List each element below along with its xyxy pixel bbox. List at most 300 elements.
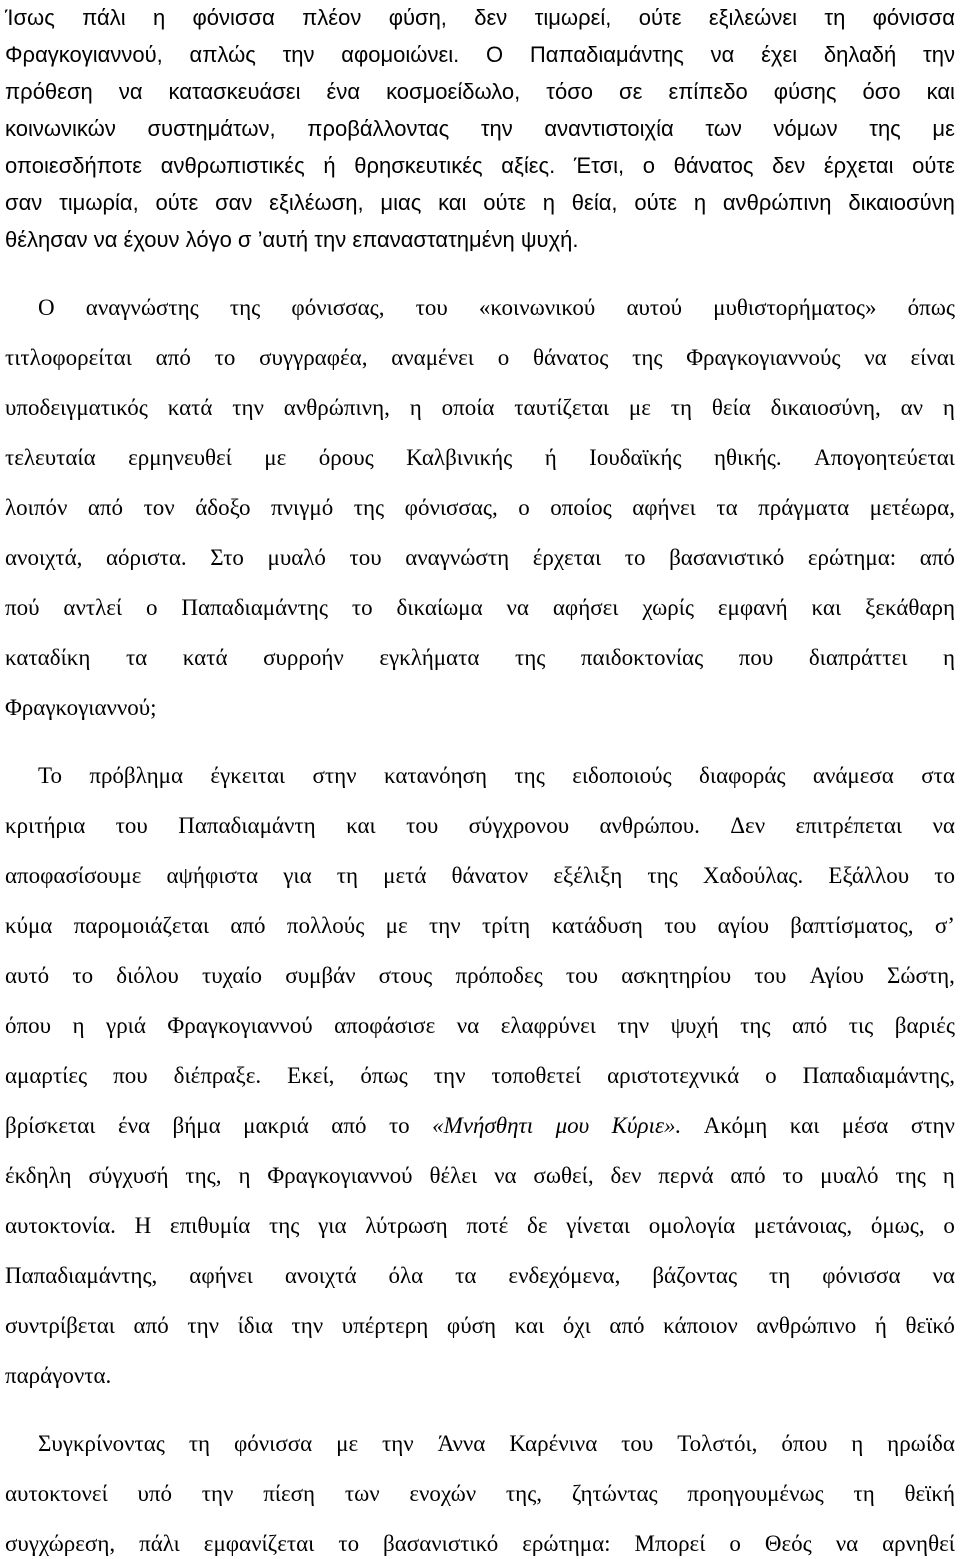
word: ένα [117, 1113, 151, 1138]
word: γριά [106, 1013, 146, 1038]
word: αφήνει [632, 495, 696, 520]
word: ανθρώπου. [599, 813, 700, 838]
word: φόνισσα [192, 5, 275, 30]
word: μέσα [841, 1113, 889, 1138]
word: τιμωρία, [59, 190, 139, 215]
word: εγκλήματα [379, 645, 480, 670]
word: τελευταία [5, 445, 96, 470]
word: Έτσι, [573, 153, 625, 178]
text-line [5, 490, 955, 526]
word: προβάλλοντας [307, 116, 450, 141]
word: η [72, 1013, 85, 1038]
word: έχει [761, 42, 798, 67]
word: από [792, 1013, 828, 1038]
word: πρόβλημα [89, 763, 183, 788]
word: Απογοητεύεται [814, 445, 955, 470]
word: ερώτημα: [522, 1531, 611, 1556]
word: πάλι [139, 1531, 180, 1556]
word: πίεση [263, 1481, 316, 1506]
word: σύγχυσή [88, 1163, 169, 1188]
word: σύγχρονου [468, 813, 570, 838]
word: της [229, 295, 261, 320]
text-line [5, 0, 955, 36]
word: υποδειγματικός [5, 395, 148, 420]
word: Σώστη, [886, 963, 955, 988]
word: περνά [658, 1163, 714, 1188]
text-line [5, 390, 955, 426]
word: των [705, 116, 742, 141]
word: Φραγκογιαννού [267, 1163, 413, 1188]
line-text: Φραγκογιαννού; [5, 695, 157, 720]
word: της [740, 1013, 771, 1038]
line-text: παράγοντα. [5, 1363, 112, 1388]
word: το [72, 963, 94, 988]
word: η [693, 190, 707, 215]
word: τυχαίο [201, 963, 263, 988]
word: αψήφιστα [166, 863, 259, 888]
word: τιμωρεί, [534, 5, 612, 30]
word: της [269, 1213, 300, 1238]
word: κατάδυση [551, 913, 643, 938]
word: υπό [137, 1481, 173, 1506]
word: αυτοκτονεί [5, 1481, 108, 1506]
text-line [5, 908, 955, 944]
word: του [664, 913, 697, 938]
word: όμως, [870, 1213, 925, 1238]
line-text: θέλησαν να έχουν λόγο σ ’αυτή την επαναστατημένη ψυχή. [5, 227, 579, 252]
word: συμβάν [285, 963, 356, 988]
word: ένα [326, 79, 361, 104]
text-line [38, 290, 955, 326]
word: από [730, 1163, 766, 1188]
word: γίνεται [566, 1213, 631, 1238]
word: φύσης [773, 79, 837, 104]
word: αποφάσισε [334, 1013, 436, 1038]
word: πρόποδες [455, 963, 543, 988]
word: η [851, 1431, 864, 1456]
word: Παπαδιαμάντη [178, 813, 316, 838]
word: αυτό [5, 963, 50, 988]
word: αρνηθεί [882, 1531, 955, 1556]
word: Εξάλλου [828, 863, 910, 888]
word: όπου [5, 1013, 51, 1038]
text-line [5, 1308, 955, 1344]
word: με [628, 395, 651, 420]
word: ασκητηρίου [621, 963, 732, 988]
word: για [283, 863, 312, 888]
word: απλώς [189, 42, 256, 67]
word: δε [527, 1213, 548, 1238]
word: θάνατος [532, 345, 609, 370]
word: δικαίωμα [396, 595, 483, 620]
word: είναι [910, 345, 955, 370]
word: εμφανή [717, 595, 788, 620]
word: ο [765, 1063, 777, 1088]
word: και [346, 813, 376, 838]
word: από [155, 345, 191, 370]
word: και [811, 595, 842, 620]
word: οποιεσδήποτε [5, 153, 143, 178]
word: συγχώρεση, [5, 1531, 116, 1556]
word: στην [312, 763, 357, 788]
word: ο [729, 1531, 741, 1556]
word: ο [642, 153, 655, 178]
word: ο [943, 1213, 955, 1238]
word: Ο [486, 42, 504, 67]
word: έρχεται [532, 545, 602, 570]
word: Καλβινικής [406, 445, 513, 470]
word: συρροήν [263, 645, 344, 670]
word: όλα [388, 1263, 424, 1288]
word: Τολστόι, [677, 1431, 758, 1456]
word: ανοιχτά [284, 1263, 357, 1288]
text-line [5, 1108, 955, 1144]
word: το [351, 595, 373, 620]
word: εξιλέωση, [269, 190, 364, 215]
word: άδοξο [195, 495, 251, 520]
word: τη [336, 863, 359, 888]
word: ενδεχόμενα, [508, 1263, 621, 1288]
text-line [5, 1208, 955, 1244]
word: Δεν [730, 813, 766, 838]
word: Ίσως [5, 5, 55, 30]
word: συγγραφέα, [259, 345, 368, 370]
word: αριστοτεχνικά [607, 1063, 740, 1088]
text-line [5, 111, 955, 147]
word: τη [824, 5, 846, 30]
word: λύτρωση [365, 1213, 448, 1238]
word: βάζοντας [652, 1263, 738, 1288]
word: για [318, 1213, 347, 1238]
text-line [5, 74, 955, 110]
word: Παπαδιαμάντης, [5, 1263, 158, 1288]
word: και [514, 1313, 545, 1338]
word: τη [670, 395, 693, 420]
word: κατά [182, 645, 228, 670]
word: δικαιοσύνη [848, 190, 955, 215]
text-line [5, 858, 955, 894]
word: αφήνει [189, 1263, 253, 1288]
word: κατανόηση [383, 763, 488, 788]
word: Παπαδιαμάντης [181, 595, 328, 620]
word: Παπαδιαμάντης, [802, 1063, 955, 1088]
word: όσο [862, 79, 901, 104]
text-line [5, 37, 955, 73]
word: του [754, 963, 787, 988]
word: της [353, 495, 385, 520]
word: βρίσκεται [5, 1113, 96, 1138]
word: η [942, 645, 955, 670]
word: του [349, 545, 382, 570]
word: κάποιον [663, 1313, 738, 1338]
word: να [932, 1263, 955, 1288]
word: Η [134, 1213, 152, 1238]
word: Στο [210, 545, 244, 570]
word: το [782, 1163, 804, 1188]
word: τις [848, 1013, 874, 1038]
word: την [201, 1481, 234, 1506]
word: αποφασίσουμε [5, 863, 142, 888]
word: ανθρώπινο [756, 1313, 857, 1338]
word: χωρίς [642, 595, 694, 620]
word: την [617, 1013, 650, 1038]
word: η [152, 5, 166, 30]
word: τρίτη [481, 913, 531, 938]
word: όπως [360, 1063, 408, 1088]
word: ηθικής. [713, 445, 782, 470]
word: «κοινωνικού [478, 295, 596, 320]
word: από [919, 545, 955, 570]
word: μετέωρα, [869, 495, 955, 520]
word: αμαρτίες [5, 1063, 88, 1088]
text-line [5, 1526, 955, 1559]
word: πλέον [302, 5, 362, 30]
word: πρόθεση [5, 79, 93, 104]
word: αναγνώστη [405, 545, 510, 570]
word: ταυτίζεται [514, 395, 610, 420]
word: να [932, 813, 955, 838]
word: του [406, 813, 439, 838]
word: της [514, 645, 546, 670]
word: Άννα [437, 1431, 486, 1456]
word: Αγίου [809, 963, 864, 988]
word: Φραγκογιαννούς [686, 345, 841, 370]
word: μετά [383, 863, 427, 888]
word: ο [497, 345, 510, 370]
word: το [214, 345, 236, 370]
word: όρους [318, 445, 374, 470]
word: της, [185, 1163, 222, 1188]
word: στα [921, 763, 955, 788]
word: βαπτίσματος, [790, 913, 914, 938]
word: δεν [772, 153, 806, 178]
word: και [438, 190, 467, 215]
word: με [264, 445, 287, 470]
word: διαπράττει [808, 645, 908, 670]
word: σαν [215, 190, 253, 215]
word: η [542, 190, 555, 215]
word: την [382, 1431, 414, 1456]
word: την [428, 913, 461, 938]
word: ή [874, 1313, 887, 1338]
word: στους [378, 963, 433, 988]
word: από [609, 1313, 645, 1338]
word: τιτλοφορείται [5, 345, 132, 370]
word: θέλει [429, 1163, 478, 1188]
word: και [789, 1113, 820, 1138]
word: επιθυμία [169, 1213, 251, 1238]
word: την [187, 1313, 219, 1338]
word: αναμένει [391, 345, 474, 370]
word: ούτε [638, 5, 682, 30]
word: σωθεί, [533, 1163, 594, 1188]
word: της [895, 1163, 926, 1188]
word: Ιουδαϊκής [589, 445, 682, 470]
word: εξιλεώνει [708, 5, 798, 30]
word: φόνισσα [872, 5, 955, 30]
text-line [5, 1058, 955, 1094]
word: που [738, 645, 774, 670]
word: την [291, 1313, 324, 1338]
word: διαφοράς [699, 763, 786, 788]
word: παρομοιάζεται [73, 913, 210, 938]
word: προηγουμένως [687, 1481, 824, 1506]
word: αξίες. [501, 153, 556, 178]
word: την [480, 116, 513, 141]
word: της [647, 863, 678, 888]
text-line [5, 1358, 955, 1394]
word: Χαδούλας. [702, 863, 804, 888]
word: επιτρέπεται [795, 813, 903, 838]
word: ανθρωπιστικές [160, 153, 305, 178]
word: να [710, 42, 735, 67]
word: λοιπόν [5, 495, 68, 520]
word: θάνατον [451, 863, 529, 888]
word: ζητώντας [571, 1481, 658, 1506]
word: κύμα [5, 913, 53, 938]
word: ελαφρύνει [500, 1013, 596, 1038]
word: θεία [711, 395, 751, 420]
word: το [624, 545, 646, 570]
word: Ο [38, 295, 55, 320]
word: πολλούς [286, 913, 365, 938]
word: φύση, [388, 5, 447, 30]
word: της, [505, 1481, 543, 1506]
word: κοινωνικών [5, 116, 116, 141]
word: ψυχή [670, 1013, 719, 1038]
word: ανοιχτά, [5, 545, 83, 570]
word: δηλαδή [823, 42, 897, 67]
word: της [632, 345, 663, 370]
word: όχι [562, 1313, 591, 1338]
word: ξεκάθαρη [865, 595, 955, 620]
word: όπως [907, 295, 955, 320]
word: ούτε [155, 190, 199, 215]
word: ανάμεσα [812, 763, 894, 788]
word: με [385, 913, 408, 938]
word: Παπαδιαμάντης [529, 42, 684, 67]
word: Καρένινα [509, 1431, 598, 1456]
word: πού [5, 595, 40, 620]
word: θεία, [571, 190, 618, 215]
word: ή [544, 445, 557, 470]
word: Εκεί, [287, 1063, 335, 1088]
word: και [926, 79, 955, 104]
word: Το [38, 763, 62, 788]
word: μυαλό [267, 545, 326, 570]
word: ανθρώπινη, [283, 395, 390, 420]
text-line [5, 340, 955, 376]
word: από [87, 495, 124, 520]
word: αν [900, 395, 924, 420]
word: ερώτημα: [807, 545, 897, 570]
text-line [5, 1476, 955, 1512]
word: δεν [610, 1163, 642, 1188]
text-line [5, 222, 955, 258]
word: στην [910, 1113, 955, 1138]
word: τα [455, 1263, 477, 1288]
word: του [565, 963, 599, 988]
word: φόνισσας, [404, 495, 498, 520]
word: ποτέ [466, 1213, 509, 1238]
word: φύση [446, 1313, 497, 1338]
text-line [38, 758, 955, 794]
word: οποία [441, 395, 495, 420]
word: τη [188, 1431, 211, 1456]
word: τοποθετεί [491, 1063, 582, 1088]
word: κατά [167, 395, 213, 420]
word: αυτού [626, 295, 683, 320]
word: επίπεδο [668, 79, 748, 104]
word: Ακόμη [703, 1113, 768, 1138]
word: πνιγμό [271, 495, 334, 520]
word: να [506, 595, 529, 620]
word: ομολογία [648, 1213, 736, 1238]
word: σ’ [934, 913, 955, 938]
word: θάνατος [673, 153, 754, 178]
word: εμφανίζεται [203, 1531, 315, 1556]
word: το [338, 1531, 360, 1556]
word: του [115, 813, 148, 838]
text-line [5, 958, 955, 994]
word: αγίου [717, 913, 769, 938]
word: την [923, 42, 955, 67]
word: η [409, 395, 422, 420]
word: με [336, 1431, 359, 1456]
word: μυθιστορήματος» [713, 295, 877, 320]
word: «Μνήσθητι [432, 1113, 534, 1138]
word: που [113, 1063, 148, 1088]
word: την [433, 1063, 466, 1088]
word: Μπορεί [634, 1531, 706, 1556]
word: καταδίκη [5, 645, 91, 670]
word: θρησκευτικές [354, 153, 483, 178]
word: εξέλιξη [553, 863, 623, 888]
word: συντρίβεται [5, 1313, 115, 1338]
word: βήμα [172, 1113, 221, 1138]
word: της [514, 763, 545, 788]
word: Συγκρίνοντας [38, 1431, 165, 1456]
word: μου [555, 1113, 590, 1138]
word: αόριστα. [105, 545, 187, 570]
word: να [835, 1531, 859, 1556]
word: ηρωίδα [887, 1431, 955, 1456]
text-line [5, 540, 955, 576]
word: να [456, 1013, 480, 1038]
word: μακριά [243, 1113, 309, 1138]
word: από [331, 1113, 367, 1138]
word: μετάνοιας, [753, 1213, 853, 1238]
word: πάλι [82, 5, 126, 30]
word: σαν [5, 190, 43, 215]
word: των [344, 1481, 380, 1506]
word: θεϊκό [905, 1313, 955, 1338]
word: διόλου [116, 963, 179, 988]
text-line [5, 440, 955, 476]
word: Κύριε». [611, 1113, 682, 1138]
word: μυαλό [820, 1163, 879, 1188]
word: οποίος [550, 495, 612, 520]
word: να [118, 79, 143, 104]
word: το [934, 863, 955, 888]
word: αναντιστοιχία [544, 116, 674, 141]
word: βασανιστικό [669, 545, 785, 570]
word: του [415, 295, 448, 320]
word: ερμηνευθεί [128, 445, 232, 470]
text-line [5, 590, 955, 626]
word: η [942, 395, 955, 420]
word: την [232, 395, 264, 420]
